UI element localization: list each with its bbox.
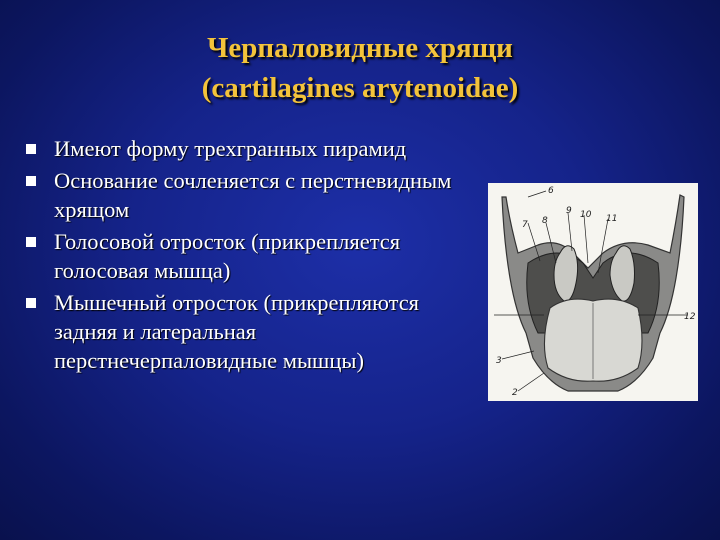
figure-label: 2 xyxy=(512,388,518,398)
figure-label: 3 xyxy=(496,356,502,366)
bullet-item xyxy=(26,227,466,285)
square-bullet-icon xyxy=(26,237,36,247)
bullet-item xyxy=(26,134,466,163)
title-line-2: (cartilagines arytenoidae) xyxy=(201,72,519,104)
figure-label: 8 xyxy=(542,216,548,226)
square-bullet-icon xyxy=(26,176,36,186)
figure-label: 6 xyxy=(548,186,554,196)
figure-label: 11 xyxy=(606,214,618,224)
figure-label: 9 xyxy=(566,206,572,216)
figure-label: 10 xyxy=(580,210,592,220)
bullet-list xyxy=(26,134,466,378)
figure-label: 12 xyxy=(684,312,696,322)
square-bullet-icon xyxy=(26,144,36,154)
bullet-text: Голосовой отросток (прикрепляется голосовая мышца) xyxy=(54,229,401,283)
bullet-text: Имеют форму трехгранных пирамид xyxy=(54,136,407,161)
larynx-drawing xyxy=(488,183,698,401)
bullet-item xyxy=(26,166,466,224)
bullet-text: Основание сочленяется с перстневидным хрящом xyxy=(54,168,452,222)
bullet-item xyxy=(26,288,466,375)
larynx-illustration xyxy=(488,183,698,401)
square-bullet-icon xyxy=(26,298,36,308)
bullet-text: Мышечный отросток (прикрепляются задняя и латеральная перстнечерпаловидные мышцы) xyxy=(54,290,420,373)
slide-title xyxy=(0,28,720,108)
figure-label: 7 xyxy=(522,220,528,230)
title-line-1: Черпаловидные хрящи xyxy=(207,32,513,64)
